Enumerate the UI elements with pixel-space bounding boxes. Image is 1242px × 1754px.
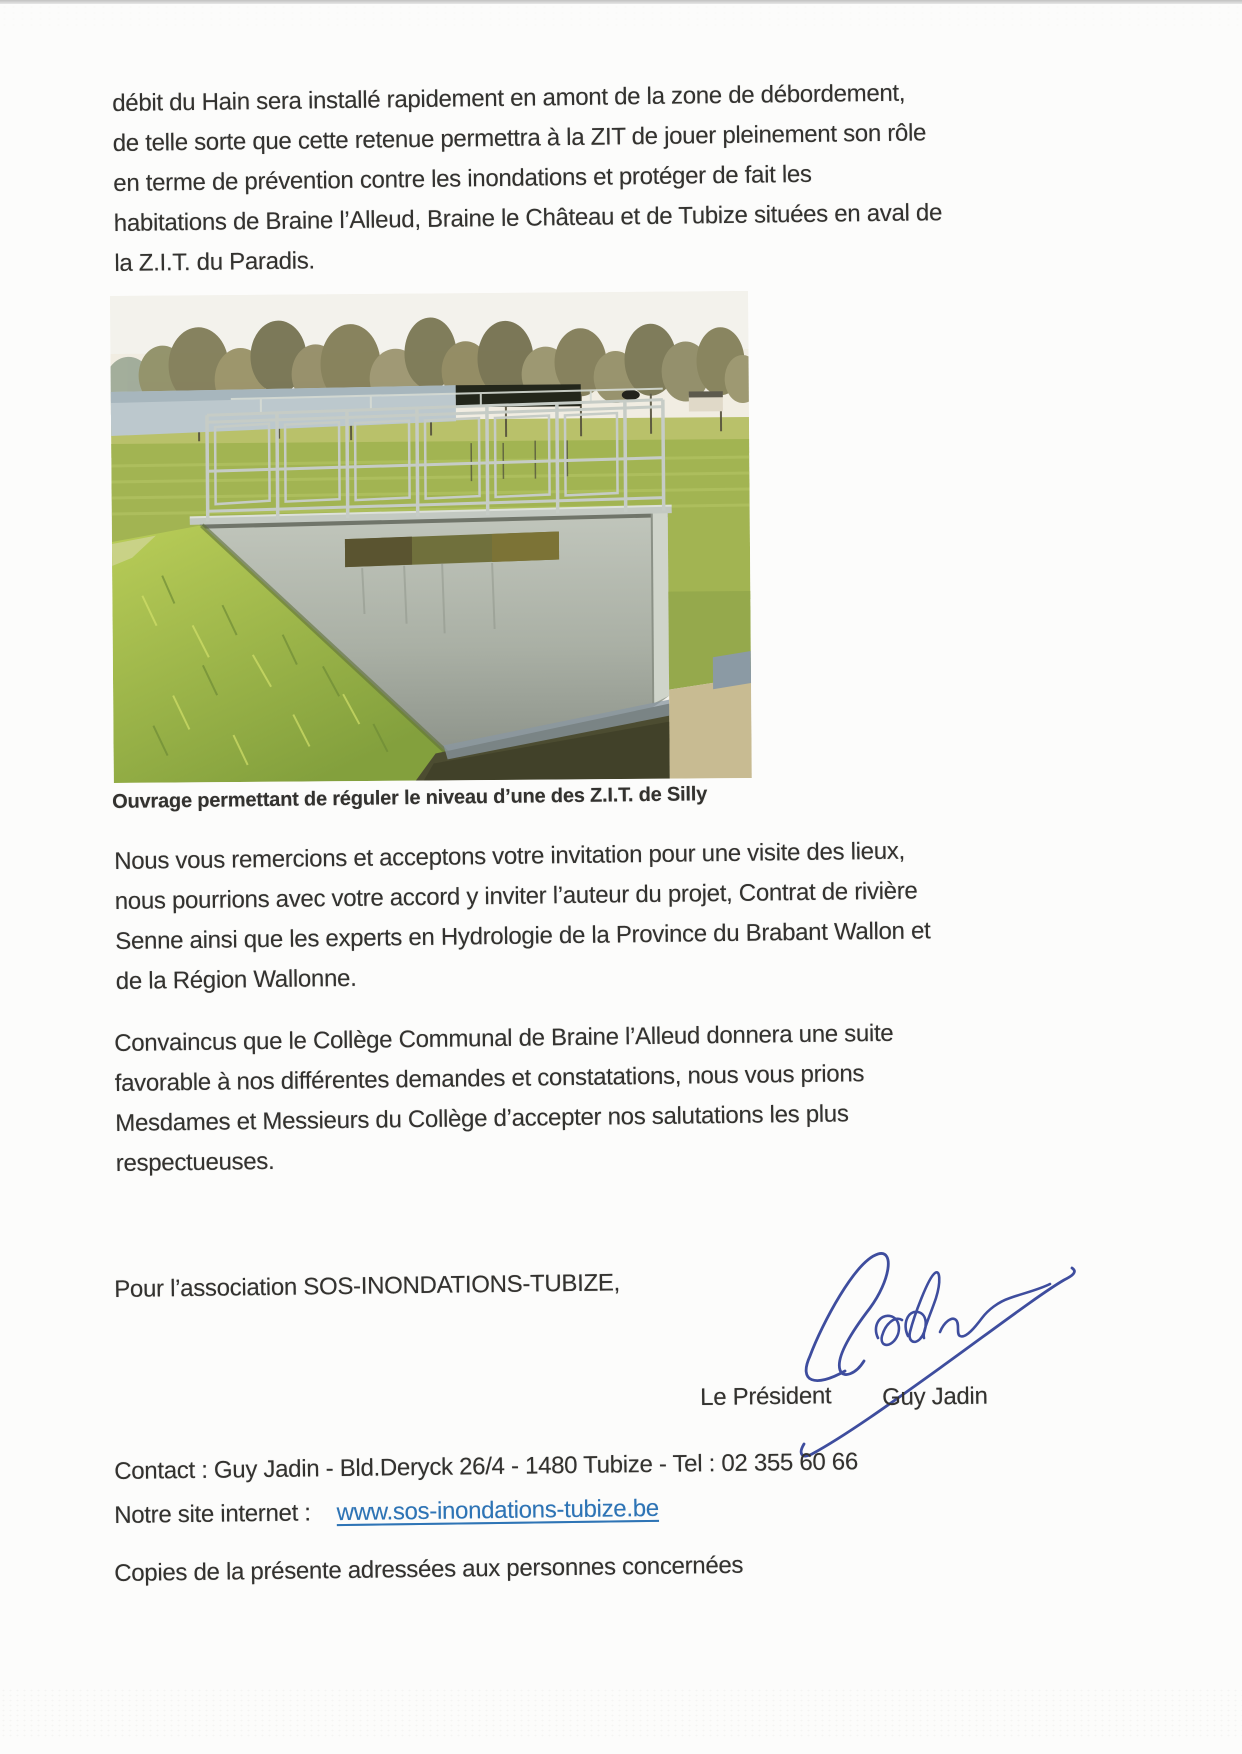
contact-line: Contact : Guy Jadin - Bld.Deryck 26/4 - 1480 Tubize - Tel : 02 355 60 66 (114, 1448, 859, 1485)
association-line: Pour l’association SOS-INONDATIONS-TUBIZE, (114, 1269, 621, 1303)
scan-noise-top (0, 4, 1242, 30)
paragraph-closing: Convaincus que le Collège Communal de Braine l’Alleud donnera une suite favorable à nos différentes demandes et constatations, nous vous prions Mesdames et Messieurs du Collège d’accepter nos salutations les plus respectueuses. (114, 1019, 894, 1177)
scan-noise-bottom (0, 1688, 1242, 1738)
signature-title: Le Président (700, 1382, 832, 1411)
photo-illustration (110, 291, 752, 783)
website-row (114, 1483, 1094, 1536)
bank (669, 677, 752, 779)
paragraph-intro: débit du Hain sera installé rapidement en amont de la zone de débordement, de telle sorte que cette retenue permettra à la ZIT de jouer pleinement son rôle en terme de prévention contre les inondations et protéger de fait les habitations de Braine l’Alleud, Braine le Château et de Tubize situées en aval de la Z.I.T. du Paradis. (112, 79, 943, 277)
signature-name: Guy Jadin (882, 1382, 988, 1411)
photo-caption: Ouvrage permettant de réguler le niveau d’une des Z.I.T. de Silly (112, 783, 708, 813)
website-label: Notre site internet : (114, 1499, 311, 1529)
copies-line: Copies de la présente adressées aux personnes concernées (114, 1551, 744, 1587)
structure-photo (110, 291, 752, 783)
paragraph-thanks: Nous vous remercions et acceptons votre invitation pour une visite des lieux, nous pourrions avec votre accord y inviter l’auteur du projet, Contrat de rivière Senne ainsi que les experts en Hydrologie de la Province du Brabant Wallon et de la Région Wallonne. (114, 837, 931, 995)
website-link[interactable]: www.sos-inondations-tubize.be (336, 1494, 660, 1527)
